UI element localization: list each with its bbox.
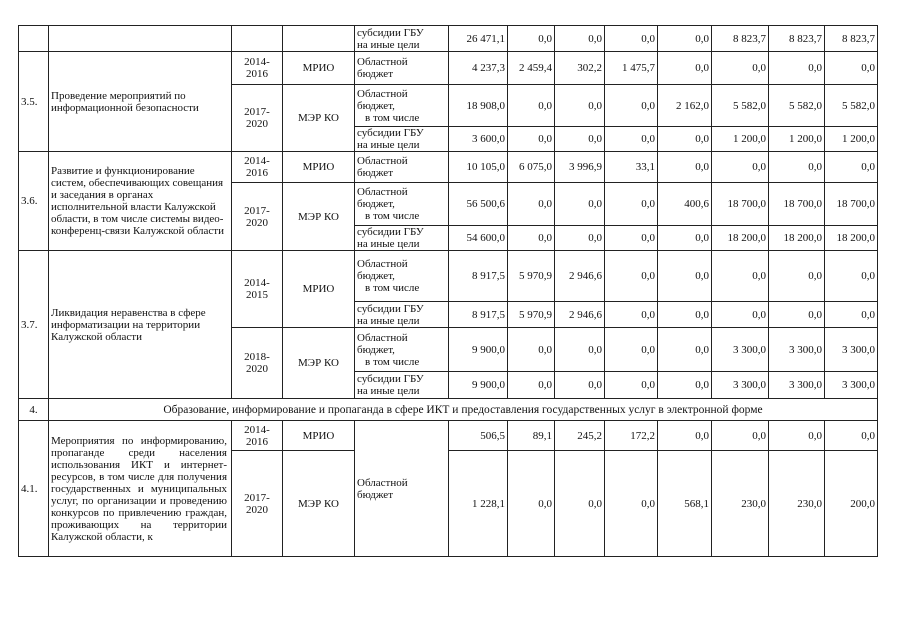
table-row	[19, 26, 878, 52]
funding-source-line: в том числе	[365, 355, 420, 368]
period-cell: 2014- 2016	[232, 152, 283, 183]
value-cell: 0,0	[658, 226, 712, 251]
value-cell: 0,0	[508, 26, 555, 52]
executor-cell: МРИО	[283, 251, 355, 328]
value-cell: 56 500,6	[449, 183, 508, 226]
value-cell: 5 582,0	[712, 85, 769, 127]
value-cell: 0,0	[769, 302, 825, 328]
value-cell: 18 700,0	[769, 183, 825, 226]
value-cell: 26 471,1	[449, 26, 508, 52]
value-cell: 18 200,0	[825, 226, 878, 251]
value-cell: 18 200,0	[712, 226, 769, 251]
funding-source-cell	[355, 85, 449, 127]
funding-source-line: в том числе	[365, 210, 420, 222]
value-cell: 18 200,0	[769, 226, 825, 251]
value-cell: 2 162,0	[658, 85, 712, 127]
item-name: Развитие и функционирование систем, обеспечивающих совещания и заседания в органах исполнительной власти Калужской области, в том числе системы видео-конференц-связи Калужской области	[49, 152, 232, 251]
value-cell: 4 237,3	[449, 52, 508, 85]
funding-source-cell	[355, 183, 449, 226]
value-cell: 2 459,4	[508, 52, 555, 85]
value-cell: 0,0	[508, 372, 555, 399]
funding-source-cell	[355, 328, 449, 372]
table-row	[19, 251, 878, 302]
value-cell: 0,0	[825, 251, 878, 302]
value-cell: 8 823,7	[825, 26, 878, 52]
value-cell: 18 908,0	[449, 85, 508, 127]
value-cell: 0,0	[605, 328, 658, 372]
value-cell: 0,0	[712, 421, 769, 451]
value-cell: 3 300,0	[825, 328, 878, 372]
value-cell: 0,0	[825, 421, 878, 451]
value-cell: 0,0	[605, 451, 658, 557]
value-cell: 5 582,0	[769, 85, 825, 127]
value-cell: 0,0	[658, 26, 712, 52]
funding-source-line: бюджет	[357, 68, 393, 80]
value-cell: 230,0	[712, 451, 769, 557]
value-cell: 0,0	[769, 52, 825, 85]
value-cell: 0,0	[658, 372, 712, 399]
value-cell: 3 996,9	[555, 152, 605, 183]
value-cell: 8 823,7	[712, 26, 769, 52]
value-cell: 9 900,0	[449, 372, 508, 399]
funding-source-line: бюджет,	[357, 198, 395, 210]
funding-source-line: бюджет,	[357, 270, 395, 282]
item-name: Проведение мероприятий по информационной безопасности	[49, 52, 232, 152]
table-row	[19, 399, 878, 421]
value-cell: 0,0	[508, 226, 555, 251]
value-cell: 1 200,0	[769, 127, 825, 152]
value-cell: 3 300,0	[712, 372, 769, 399]
funding-source-line: субсидии ГБУ	[357, 302, 424, 315]
value-cell: 0,0	[605, 183, 658, 226]
value-cell: 0,0	[555, 372, 605, 399]
item-number: 4.1.	[19, 421, 49, 557]
funding-source-cell	[355, 421, 449, 557]
value-cell: 0,0	[712, 251, 769, 302]
value-cell: 0,0	[555, 328, 605, 372]
value-cell: 0,0	[605, 302, 658, 328]
value-cell: 0,0	[825, 52, 878, 85]
item-number: 3.6.	[19, 152, 49, 251]
funding-source-line: Областной	[357, 476, 408, 489]
funding-source-cell	[355, 152, 449, 183]
value-cell: 3 300,0	[825, 372, 878, 399]
period-cell: 2014- 2016	[232, 421, 283, 451]
value-cell: 0,0	[605, 226, 658, 251]
value-cell: 0,0	[605, 372, 658, 399]
value-cell: 0,0	[555, 26, 605, 52]
value-cell: 0,0	[658, 152, 712, 183]
value-cell: 0,0	[658, 421, 712, 451]
section-number: 4.	[19, 399, 49, 421]
value-cell: 230,0	[769, 451, 825, 557]
value-cell: 0,0	[555, 127, 605, 152]
item-number: 3.5.	[19, 52, 49, 152]
executor-cell: МЭР КО	[283, 328, 355, 399]
executor-cell: МЭР КО	[283, 183, 355, 251]
funding-source-line: субсидии ГБУ	[357, 26, 424, 39]
table-row	[19, 152, 878, 183]
value-cell: 5 582,0	[825, 85, 878, 127]
value-cell: 0,0	[555, 85, 605, 127]
funding-source-line: субсидии ГБУ	[357, 226, 424, 238]
value-cell: 0,0	[825, 152, 878, 183]
value-cell: 54 600,0	[449, 226, 508, 251]
funding-source-cell	[355, 52, 449, 85]
funding-source-line: на иные цели	[357, 314, 420, 327]
funding-source-line: бюджет	[357, 488, 393, 501]
value-cell: 0,0	[508, 183, 555, 226]
value-cell: 1 228,1	[449, 451, 508, 557]
section-title: Образование, информирование и пропаганда в сфере ИКТ и предоставления государственных услуг в электронной форме	[49, 399, 878, 421]
funding-source-line: в том числе	[365, 282, 420, 294]
period-cell: 2017- 2020	[232, 183, 283, 251]
funding-source-cell	[355, 251, 449, 302]
funding-source-line: бюджет,	[357, 99, 395, 112]
executor-cell: МРИО	[283, 421, 355, 451]
value-cell: 18 700,0	[825, 183, 878, 226]
value-cell: 0,0	[508, 451, 555, 557]
period-cell: 2014- 2016	[232, 52, 283, 85]
table-body	[19, 26, 878, 557]
item-name: Ликвидация неравенства в сфере информатизации на территории Калужской области	[49, 251, 232, 399]
value-cell: 0,0	[508, 85, 555, 127]
period-cell: 2017- 2020	[232, 451, 283, 557]
funding-source-line: субсидии ГБУ	[357, 373, 424, 385]
value-cell: 0,0	[508, 328, 555, 372]
value-cell: 89,1	[508, 421, 555, 451]
value-cell: 0,0	[508, 127, 555, 152]
funding-source-line: субсидии ГБУ	[357, 127, 424, 139]
funding-source-line: Областной	[357, 87, 408, 100]
value-cell: 1 475,7	[605, 52, 658, 85]
value-cell: 3 600,0	[449, 127, 508, 152]
value-cell: 0,0	[658, 251, 712, 302]
period-cell: 2018- 2020	[232, 328, 283, 399]
value-cell: 9 900,0	[449, 328, 508, 372]
funding-source-line: бюджет	[357, 167, 393, 179]
value-cell: 5 970,9	[508, 302, 555, 328]
value-cell: 172,2	[605, 421, 658, 451]
funding-source-cell	[355, 372, 449, 399]
value-cell: 3 300,0	[769, 372, 825, 399]
value-cell: 0,0	[555, 183, 605, 226]
value-cell: 302,2	[555, 52, 605, 85]
value-cell: 8 917,5	[449, 251, 508, 302]
value-cell: 0,0	[605, 251, 658, 302]
value-cell: 0,0	[769, 251, 825, 302]
funding-source-line: на иные цели	[357, 385, 420, 397]
funding-source-line: Областной	[357, 56, 408, 68]
value-cell: 6 075,0	[508, 152, 555, 183]
item-name: Мероприятия по информированию, пропаганде среди населения использования ИКТ и интернет-ресурсов, в том числе для получения государственных и муниципальных услуг, по организации и проведению конкурсов по привлечению граждан, проживающих на территории Калужской области, к	[49, 421, 232, 557]
value-cell: 0,0	[555, 451, 605, 557]
executor-cell: МЭР КО	[283, 451, 355, 557]
value-cell: 0,0	[605, 85, 658, 127]
period-cell: 2014- 2015	[232, 251, 283, 328]
value-cell: 5 970,9	[508, 251, 555, 302]
value-cell: 0,0	[658, 52, 712, 85]
value-cell: 0,0	[712, 152, 769, 183]
value-cell: 10 105,0	[449, 152, 508, 183]
executor-cell: МЭР КО	[283, 85, 355, 152]
funding-source-line: на иные цели	[357, 38, 420, 51]
value-cell: 1 200,0	[825, 127, 878, 152]
funding-source-cell	[355, 226, 449, 251]
budget-table	[18, 25, 878, 557]
empty-cell	[49, 26, 232, 52]
funding-source-cell	[355, 302, 449, 328]
executor-cell: МРИО	[283, 152, 355, 183]
value-cell: 8 917,5	[449, 302, 508, 328]
funding-source-cell	[355, 127, 449, 152]
funding-source-line: Областной	[357, 331, 408, 344]
value-cell: 3 300,0	[712, 328, 769, 372]
value-cell: 8 823,7	[769, 26, 825, 52]
value-cell: 506,5	[449, 421, 508, 451]
funding-source-line: в том числе	[365, 111, 420, 124]
value-cell: 33,1	[605, 152, 658, 183]
value-cell: 0,0	[658, 328, 712, 372]
funding-source-line: на иные цели	[357, 139, 420, 151]
funding-source-line: Областной	[357, 258, 408, 270]
executor-cell: МРИО	[283, 52, 355, 85]
table-row	[19, 421, 878, 451]
value-cell: 0,0	[605, 127, 658, 152]
value-cell: 3 300,0	[769, 328, 825, 372]
value-cell: 0,0	[769, 152, 825, 183]
funding-source-line: на иные цели	[357, 238, 420, 250]
value-cell: 400,6	[658, 183, 712, 226]
period-cell: 2017- 2020	[232, 85, 283, 152]
value-cell: 568,1	[658, 451, 712, 557]
value-cell: 2 946,6	[555, 302, 605, 328]
funding-source-line: бюджет,	[357, 343, 395, 356]
empty-cell	[19, 26, 49, 52]
value-cell: 0,0	[605, 26, 658, 52]
empty-cell	[283, 26, 355, 52]
value-cell: 0,0	[555, 226, 605, 251]
value-cell: 0,0	[658, 302, 712, 328]
empty-cell	[232, 26, 283, 52]
value-cell: 2 946,6	[555, 251, 605, 302]
value-cell: 1 200,0	[712, 127, 769, 152]
value-cell: 200,0	[825, 451, 878, 557]
value-cell: 0,0	[712, 302, 769, 328]
value-cell: 0,0	[712, 52, 769, 85]
value-cell: 0,0	[658, 127, 712, 152]
value-cell: 18 700,0	[712, 183, 769, 226]
item-number: 3.7.	[19, 251, 49, 399]
value-cell: 245,2	[555, 421, 605, 451]
table-row	[19, 52, 878, 85]
funding-source-cell	[355, 26, 449, 52]
funding-source-line: Областной	[357, 186, 408, 198]
value-cell: 0,0	[769, 421, 825, 451]
value-cell: 0,0	[825, 302, 878, 328]
funding-source-line: Областной	[357, 155, 408, 167]
